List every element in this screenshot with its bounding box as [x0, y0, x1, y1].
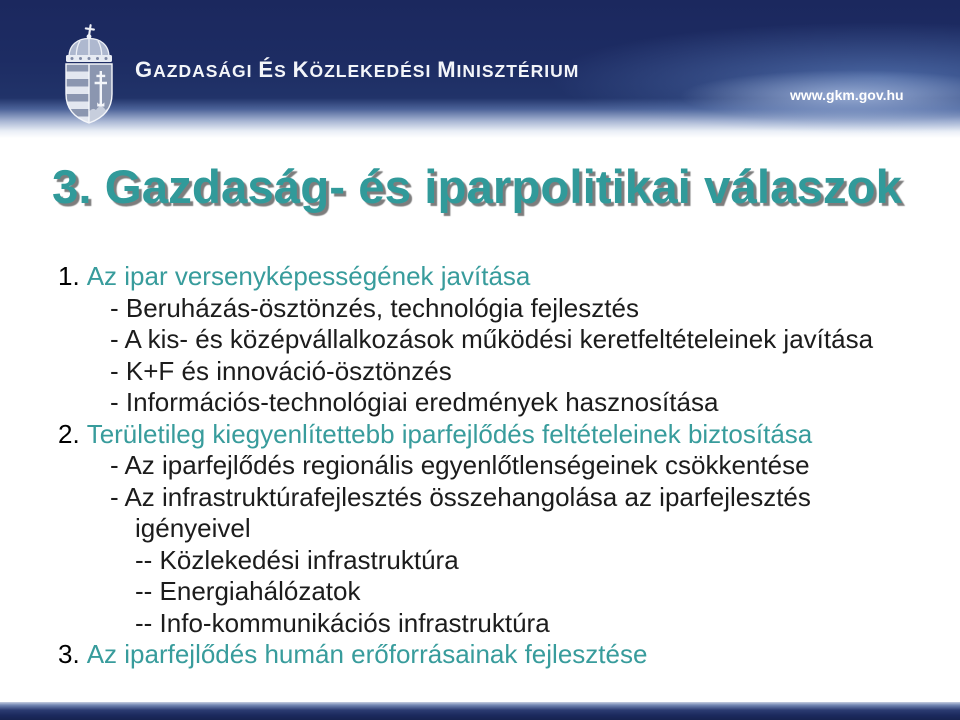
crown-icon	[66, 25, 112, 62]
website-url: www.gkm.gov.hu	[790, 87, 904, 103]
section-1-heading	[0, 261, 960, 293]
slide-title: 3. Gazdaság- és iparpolitikai válaszok	[52, 161, 903, 214]
bullet-item-continuation: igényeivel	[135, 513, 251, 543]
slide-body	[0, 261, 960, 671]
section-number: 3.	[58, 639, 80, 669]
ministry-name: GAZDASÁGI ÉS KÖZLEKEDÉSI MINISZTÉRIUM	[135, 57, 580, 82]
section-heading-text: Területileg kiegyenlítettebb iparfejlődés feltételeinek biztosítása	[86, 418, 813, 449]
section-number: 1.	[58, 261, 80, 291]
crown-jewel	[79, 57, 82, 60]
sub-bullet-item: -- Közlekedési infrastruktúra	[135, 544, 459, 575]
shield-icon	[66, 64, 112, 124]
bullet-item: - A kis- és középvállalkozások működési keretfeltételeinek javítása	[110, 324, 874, 354]
bullet-item: - Beruházás-ösztönzés, technológia fejlesztés	[110, 292, 639, 323]
ministry-name-initial: K	[292, 57, 310, 82]
bullet-item: - Az iparfejlődés regionális egyenlőtlenségeinek csökkentése	[110, 450, 810, 480]
section-heading-text: Az ipar versenyképességének javítása	[86, 261, 531, 291]
crown-jewel	[88, 57, 91, 60]
section-heading-text: Az iparfejlődés humán erőforrásainak fejlesztése	[86, 639, 648, 669]
section-2-heading	[0, 419, 960, 451]
ministry-name-initial: M	[437, 57, 457, 82]
ministry-name-initial: G	[135, 57, 154, 82]
shield-stripe	[66, 94, 89, 102]
ministry-name-initial: É	[258, 57, 275, 82]
bullet-item: - Információs-technológiai eredmények hasznosítása	[110, 387, 719, 417]
bullet-item: - Az infrastruktúrafejlesztés összehangolása az iparfejlesztés	[110, 481, 811, 512]
shield-stripe	[66, 64, 89, 72]
coat-of-arms-icon	[60, 24, 118, 124]
section-3-heading	[0, 639, 960, 671]
crown-jewel	[71, 57, 74, 60]
sub-bullet-item: -- Energiahálózatok	[135, 576, 361, 606]
shield-stripe	[66, 79, 89, 87]
shield-stripe	[66, 109, 89, 117]
header-banner	[0, 0, 960, 138]
sub-bullet-item: -- Info-kommunikációs infrastruktúra	[135, 607, 550, 638]
crown-cross	[86, 25, 94, 34]
crown-jewel	[96, 57, 99, 60]
section-number: 2.	[58, 418, 80, 449]
footer-bar	[0, 702, 960, 720]
crown-jewel	[105, 57, 108, 60]
bullet-item: - K+F és innováció-ösztönzés	[110, 355, 452, 386]
